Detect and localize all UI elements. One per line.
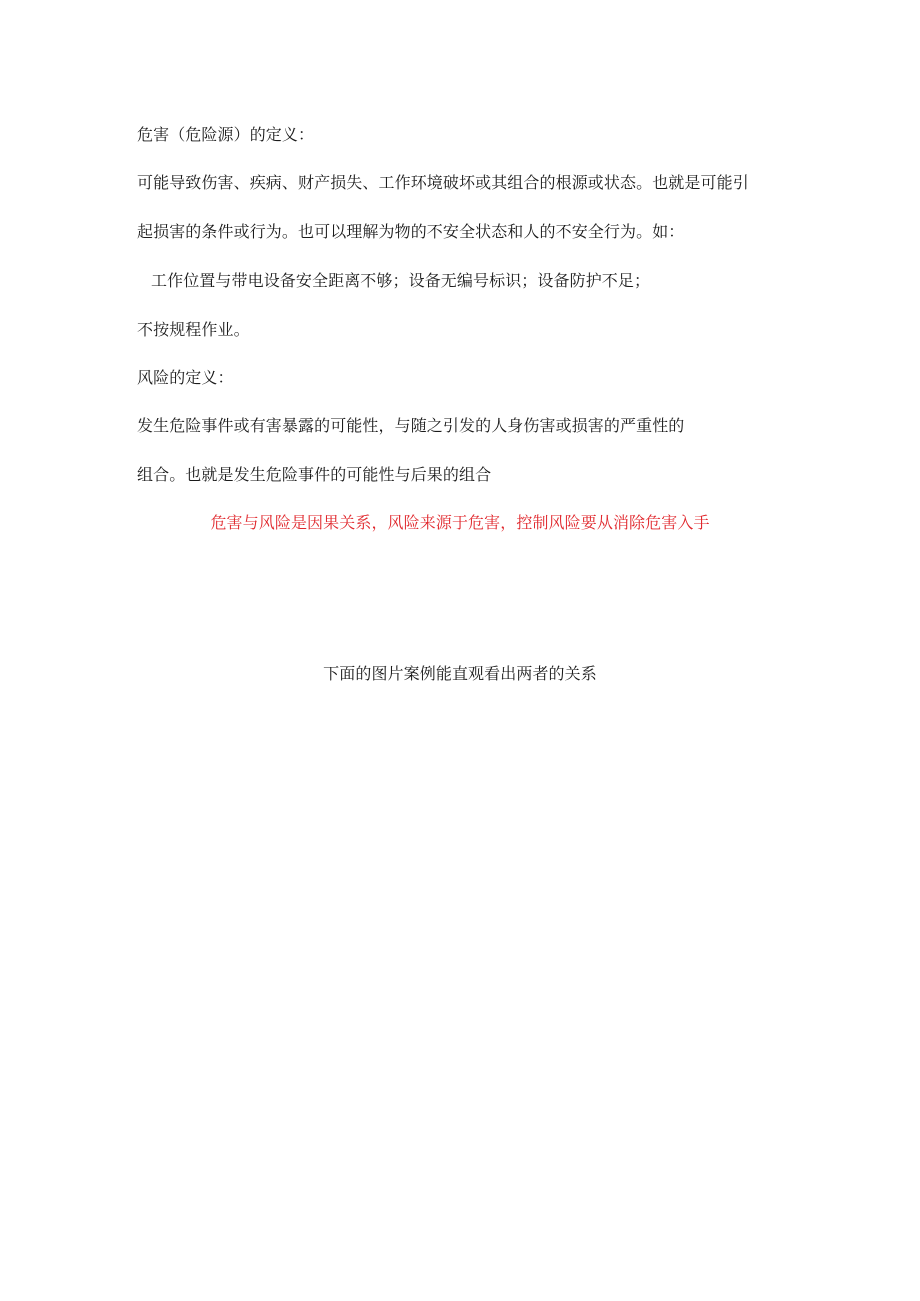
risk-definition-line-1: 发生危险事件或有害暴露的可能性，与随之引发的人身伤害或损害的严重性的 (137, 416, 685, 435)
relationship-note: 危害与风险是因果关系，风险来源于危害，控制风险要从消除危害入手 (210, 513, 710, 532)
risk-heading: 风险的定义： (137, 368, 234, 387)
hazard-examples-line-2: 不按规程作业。 (137, 320, 250, 339)
hazard-heading: 危害（危险源）的定义： (137, 125, 315, 144)
hazard-examples-line-1: 工作位置与带电设备安全距离不够；设备无编号标识；设备防护不足； (151, 271, 651, 290)
image-intro-caption: 下面的图片案例能直观看出两者的关系 (323, 664, 597, 683)
hazard-definition-line-2: 起损害的条件或行为。也可以理解为物的不安全状态和人的不安全行为。如： (137, 222, 685, 241)
risk-definition-line-2: 组合。也就是发生危险事件的可能性与后果的组合 (137, 465, 492, 484)
hazard-definition-line-1: 可能导致伤害、疾病、财产损失、工作环境破坏或其组合的根源或状态。也就是可能引 (137, 173, 749, 192)
